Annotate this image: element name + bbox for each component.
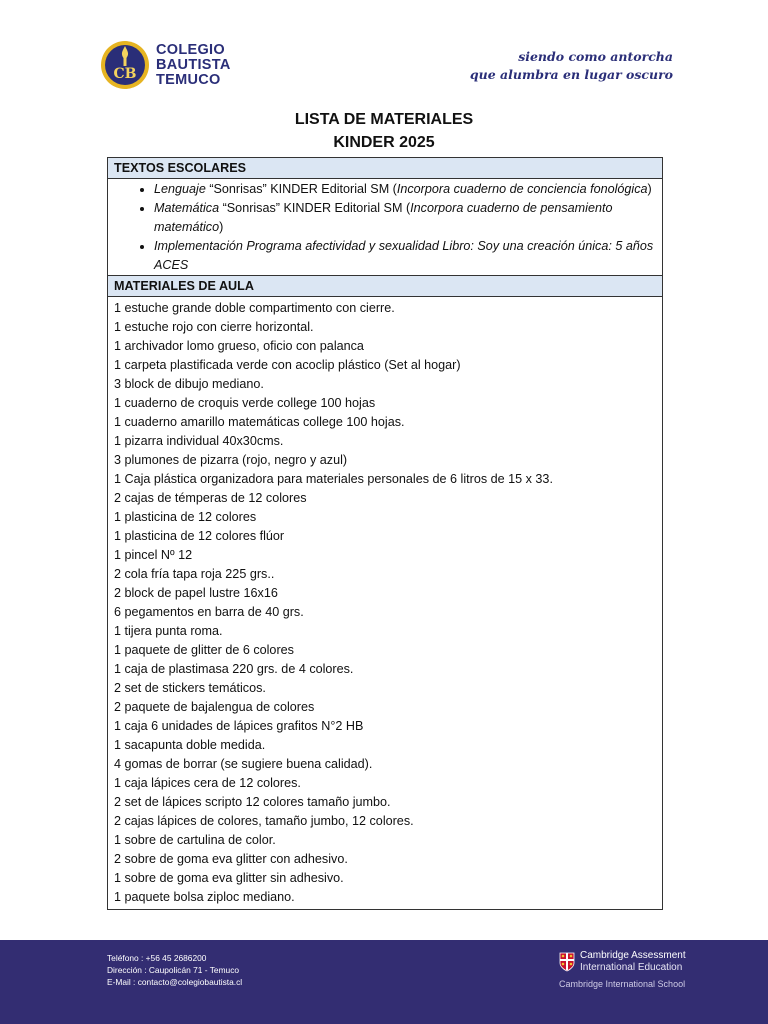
materiales-item: 1 plasticina de 12 colores <box>114 510 257 524</box>
textos-item-text: “Sonrisas” KINDER Editorial SM ( <box>205 182 397 196</box>
materiales-item: 1 estuche grande doble compartimento con cierre. <box>114 301 395 315</box>
footer-phone: Teléfono : +56 45 2686200 <box>107 953 207 963</box>
motto-line: siendo como antorcha <box>518 49 673 64</box>
cambridge-title: Cambridge Assessment <box>580 950 686 961</box>
school-name-line: BAUTISTA <box>156 57 231 73</box>
textos-item-subject: Lenguaje <box>154 182 206 196</box>
materials-table <box>107 157 663 910</box>
materiales-item: 2 sobre de goma eva glitter con adhesivo. <box>114 852 348 866</box>
materiales-list <box>108 297 662 909</box>
footer-contact <box>107 952 242 988</box>
textos-item-subject: Matemática <box>154 201 220 215</box>
materiales-item: 3 plumones de pizarra (rojo, negro y azul) <box>114 453 348 467</box>
textos-item <box>154 199 656 237</box>
materiales-item: 2 cajas de témperas de 12 colores <box>114 491 307 505</box>
materiales-item: 1 cuaderno de croquis verde college 100 hojas <box>114 396 376 410</box>
textos-item-close: ) <box>647 182 652 196</box>
school-crest-icon <box>100 40 150 90</box>
textos-section-header: TEXTOS ESCOLARES <box>108 158 662 179</box>
materiales-item: 1 pizarra individual 40x30cms. <box>114 434 284 448</box>
school-name-line: TEMUCO <box>156 72 221 88</box>
materiales-item: 1 Caja plástica organizadora para materiales personales de 6 litros de 15 x 33. <box>114 472 553 486</box>
materiales-item: 3 block de dibujo mediano. <box>114 377 264 391</box>
footer <box>0 940 768 1024</box>
materiales-item: 1 caja 6 unidades de lápices grafitos N°2 HB <box>114 719 364 733</box>
materiales-item: 2 set de stickers temáticos. <box>114 681 266 695</box>
materiales-item: 1 pincel Nº 12 <box>114 548 193 562</box>
cambridge-logo <box>559 950 699 1000</box>
materiales-item: 2 block de papel lustre 16x16 <box>114 586 278 600</box>
materiales-item: 2 set de lápices scripto 12 colores tamaño jumbo. <box>114 795 391 809</box>
footer-email: E-Mail : contacto@colegiobautista.cl <box>107 977 243 987</box>
textos-item-note: Incorpora cuaderno de conciencia fonológica <box>396 182 648 196</box>
materiales-item: 1 archivador lomo grueso, oficio con palanca <box>114 339 364 353</box>
cambridge-school: Cambridge International School <box>559 979 686 989</box>
materiales-item: 6 pegamentos en barra de 40 grs. <box>114 605 304 619</box>
document-title-line1: LISTA DE MATERIALES <box>294 111 474 128</box>
materiales-item: 1 caja lápices cera de 12 colores. <box>114 776 301 790</box>
materiales-item: 1 tijera punta roma. <box>114 624 223 638</box>
textos-section <box>108 179 662 275</box>
materiales-item: 2 cola fría tapa roja 225 grs.. <box>114 567 275 581</box>
materiales-item: 1 sobre de cartulina de color. <box>114 833 276 847</box>
document-title-line2: KINDER 2025 <box>333 134 435 151</box>
school-name <box>156 43 231 88</box>
materiales-section-header: MATERIALES DE AULA <box>108 275 662 297</box>
textos-item-subject: Implementación Programa afectividad y sexualidad Libro: Soy una creación única: 5 años ACES <box>154 239 654 272</box>
materiales-item: 1 carpeta plastificada verde con acoclip plástico (Set al hogar) <box>114 358 461 372</box>
school-motto <box>470 48 673 84</box>
materiales-item: 1 caja de plastimasa 220 grs. de 4 colores. <box>114 662 354 676</box>
materiales-item: 4 gomas de borrar (se sugiere buena calidad). <box>114 757 373 771</box>
motto-line: que alumbra en lugar oscuro <box>469 67 673 82</box>
materiales-item: 1 plasticina de 12 colores flúor <box>114 529 285 543</box>
materiales-item: 2 cajas lápices de colores, tamaño jumbo, 12 colores. <box>114 814 414 828</box>
svg-text:CB: CB <box>113 66 137 82</box>
cambridge-subtitle: International Education <box>580 962 683 973</box>
textos-item <box>154 237 656 275</box>
document-title <box>0 108 768 154</box>
textos-item-close: ) <box>219 220 224 234</box>
materiales-item: 2 paquete de bajalengua de colores <box>114 700 315 714</box>
materiales-item: 1 sobre de goma eva glitter sin adhesivo. <box>114 871 344 885</box>
school-name-line: COLEGIO <box>156 42 225 58</box>
materiales-item: 1 sacapunta doble medida. <box>114 738 266 752</box>
textos-item-text: “Sonrisas” KINDER Editorial SM ( <box>219 201 411 215</box>
materiales-item: 1 paquete bolsa ziploc mediano. <box>114 890 295 904</box>
materiales-item: 1 paquete de glitter de 6 colores <box>114 643 294 657</box>
textos-list <box>114 180 656 275</box>
materiales-item: 1 cuaderno amarillo matemáticas college 100 hojas. <box>114 415 405 429</box>
footer-address: Dirección : Caupolicán 71 - Temuco <box>107 965 240 975</box>
cambridge-shield-icon <box>559 952 575 972</box>
textos-item <box>154 180 656 199</box>
school-logo <box>100 40 260 92</box>
textos-item-note: Incorpora cuaderno de pensamiento matemático <box>154 201 613 234</box>
materiales-item: 1 estuche rojo con cierre horizontal. <box>114 320 314 334</box>
